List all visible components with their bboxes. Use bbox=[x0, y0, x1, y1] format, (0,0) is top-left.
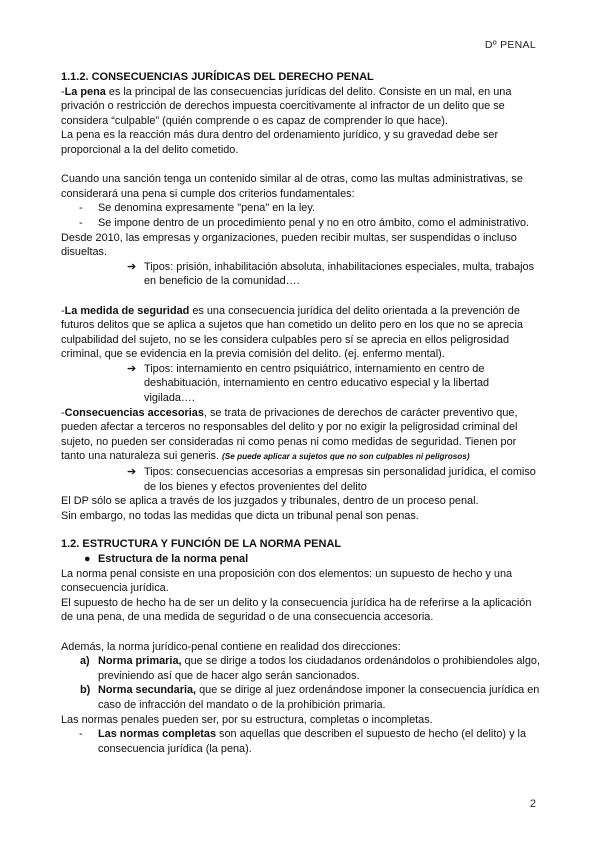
paragraph-proposicion: La norma penal consiste en una proposición con dos elementos: un supuesto de hecho y una consecuencia jurídica. bbox=[61, 567, 513, 595]
term-consecuencias-accesorias: Consecuencias accesorias bbox=[64, 406, 204, 419]
paragraph-completas-incompletas: Las normas penales pueden ser, por su estructura, completas o incompletas. bbox=[61, 713, 433, 726]
arrow-item-tipos-accesorias: ➔ Tipos: consecuencias accesorias a empresas sin personalidad jurídica, el comiso de los bienes y efectos provenientes del delito bbox=[127, 466, 536, 493]
paragraph-no-todas-penas: Sin embargo, no todas las medidas que dicta un tribunal penal son penas. bbox=[61, 509, 419, 522]
page-number: 2 bbox=[529, 798, 536, 810]
bullet-dot-icon: ● bbox=[84, 553, 91, 565]
arrow-icon: ➔ bbox=[127, 260, 137, 273]
section-heading-estructura: 1.2. ESTRUCTURA Y FUNCIÓN DE LA NORMA PENAL bbox=[61, 538, 342, 551]
paragraph-sancion-criterios: Cuando una sanción tenga un contenido similar al de otras, como las multas administrativas, se considerará una pena si cumple dos criterios fundamentales: bbox=[61, 173, 523, 200]
list-item-norma-secundaria: b) Norma secundaria, que se dirige al juez ordenándose imponer la consecuencia jurídica en caso de infracción del mandato o de la prohibición primaria. bbox=[80, 684, 540, 711]
note-sujetos: (Se puede aplicar a sujetos que no son culpables ni peligrosos) bbox=[222, 452, 470, 462]
paragraph-dos-direcciones: Además, la norma jurídico-penal contiene en realidad dos direcciones: bbox=[61, 640, 401, 653]
paragraph-consecuencias-accesorias: -Consecuencias accesorias, se trata de privaciones de derechos de carácter preventivo que, pueden afectar a terceros no responsables del delito y por no exigir la peligrosidad criminal del sujeto, no pueden ser consideradas ni como penas ni como medidas de seguridad. Tienen por tanto una naturaleza sui generis. (Se puede aplicar a sujetos que no son culpables ni peligrosos) bbox=[61, 406, 518, 463]
paragraph-la-pena: -La pena es la principal de las consecuencias jurídicas del delito. Consiste en un mal, en una privación o restricción de derechos impuesta coercitivamente al infractor de un delito que se considera “culpable” (quién comprende o es capaz de comprender lo que hace). bbox=[61, 85, 512, 127]
paragraph-pena-reaccion: La pena es la reacción más dura dentro del ordenamiento jurídico, y su gravedad debe ser proporcional a la del delito cometido. bbox=[61, 129, 499, 156]
normas-list bbox=[61, 727, 541, 756]
list-item: - Se impone dentro de un procedimiento penal y no en otro ámbito, como el administrativo. bbox=[61, 216, 541, 231]
page-header-subject: Dº PENAL bbox=[484, 39, 536, 51]
list-item-normas-completas: - Las normas completas son aquellas que describen el supuesto de hecho (el delito) y la consecuencia jurídica (la pena). bbox=[61, 727, 541, 756]
arrow-item-tipos-pena: ➔ Tipos: prisión, inhabilitación absoluta, inhabilitaciones especiales, multa, trabajos en beneficio de la comunidad…. bbox=[127, 260, 535, 288]
arrow-icon: ➔ bbox=[127, 362, 137, 375]
arrow-item-tipos-medida: ➔ Tipos: internamiento en centro psiquiátrico, internamiento en centro de deshabituación, internamiento en centro educativo especial y la libertad vigilada…. bbox=[127, 362, 490, 405]
term-medida-seguridad: La medida de seguridad bbox=[64, 304, 190, 317]
section-heading-consecuencias: 1.1.2. CONSECUENCIAS JURÍDICAS DEL DERECHO PENAL bbox=[61, 71, 374, 83]
list-item-norma-primaria: a) Norma primaria, que se dirige a todos los ciudadanos ordenándolos o prohibiendoles algo, previniendo así que de hacer algo serán sancionados. bbox=[80, 655, 540, 682]
paragraph-empresas-multas: Desde 2010, las empresas y organizaciones, pueden recibir multas, ser suspendidas o incluso disueltas. bbox=[61, 231, 517, 259]
paragraph-medida-seguridad: -La medida de seguridad es una consecuencia jurídica del delito orientada a la prevención de futuros delitos que se aplica a sujetos que han cometido un delito pero en los que no se aprecia culpabilidad del sujeto, no se les considera culpables pero sí se aprecia en ellos peligrosidad criminal, que se evidencia en la previa comisión del delito. (ej. enfermo mental). bbox=[61, 304, 523, 361]
criteria-list bbox=[61, 201, 541, 230]
paragraph-dp-juzgados: El DP sólo se aplica a través de los juzgados y tribunales, dentro de un proceso penal. bbox=[61, 495, 479, 508]
document-body bbox=[61, 70, 541, 756]
paragraph-supuesto-hecho: El supuesto de hecho ha de ser un delito y la consecuencia jurídica ha de referirse a la aplicación de una pena, de una medida de seguridad o de una consecuencia accesoria. bbox=[61, 596, 532, 624]
list-item: - Se denomina expresamente "pena" en la ley. bbox=[61, 201, 541, 216]
bullet-estructura: ● Estructura de la norma penal bbox=[84, 553, 249, 565]
arrow-icon: ➔ bbox=[127, 466, 137, 479]
term-la-pena: La pena bbox=[64, 85, 106, 98]
